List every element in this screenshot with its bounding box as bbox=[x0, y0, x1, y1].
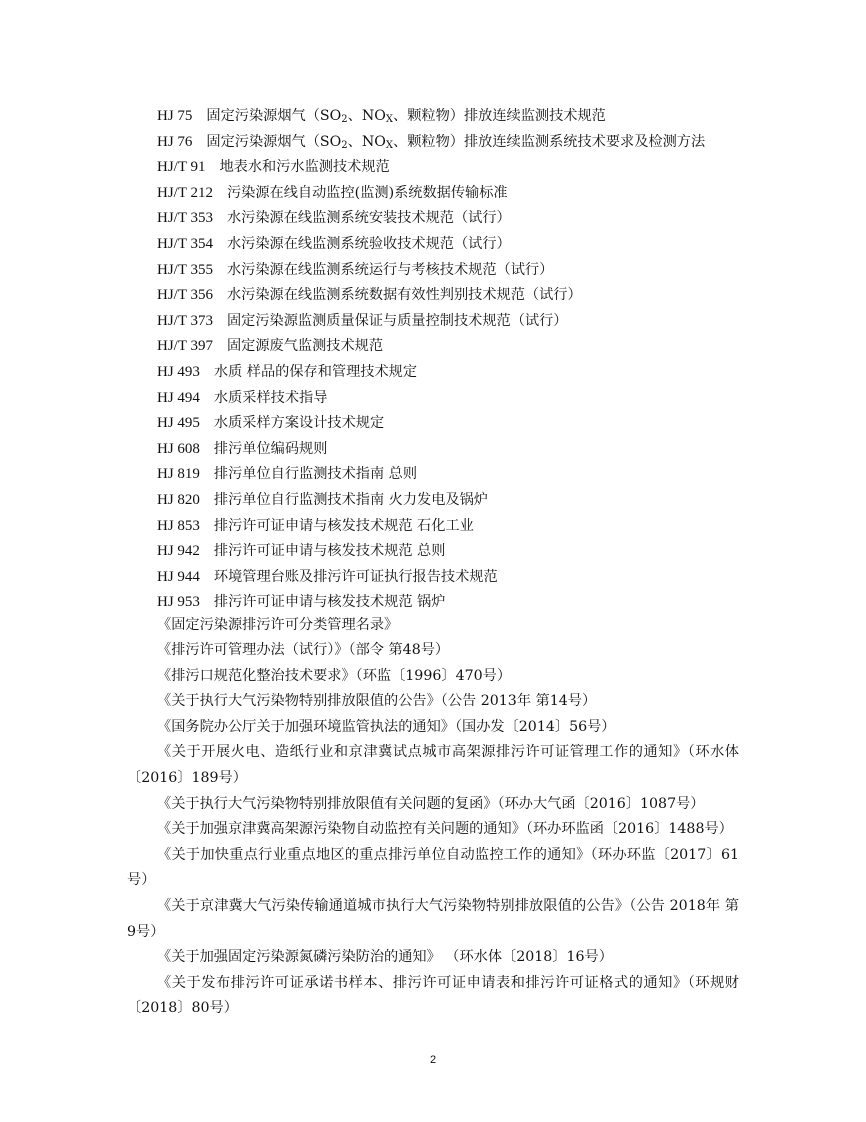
document-reference: 《关于加强京津冀高架源污染物自动监控有关问题的通知》（环办环监函〔2016〕1488号） bbox=[157, 821, 733, 838]
standard-code: HJ 76 bbox=[157, 133, 193, 150]
standard-code: HJ/T 355 bbox=[157, 261, 213, 278]
document-reference: 《关于发布排污许可证承诺书样本、排污许可证申请表和排污许可证格式的通知》（环规财〔2018〕80号） bbox=[127, 974, 739, 1017]
document-reference: 《关于京津冀大气污染传输通道城市执行大气污染物特别排放限值的公告》（公告 2018年 第9号） bbox=[127, 898, 739, 940]
page-number: 2 bbox=[429, 1054, 437, 1066]
standard-title: 排污单位自行监测技术指南 总则 bbox=[213, 466, 418, 483]
standard-code: HJ/T 373 bbox=[157, 312, 213, 329]
standard-code: HJ 495 bbox=[157, 415, 200, 432]
standard-code: HJ/T 353 bbox=[157, 210, 213, 227]
document-reference: 《关于加强固定污染源氮磷污染防治的通知》 （环水体〔2018〕16号） bbox=[157, 949, 613, 966]
standard-title: 排污单位自行监测技术指南 火力发电及锅炉 bbox=[213, 491, 488, 508]
standard-title: 水质 样品的保存和管理技术规定 bbox=[213, 363, 418, 380]
standard-title: 固定污染源烟气（$SO_2$、$NO_X$、颗粒物）排放连续监测系统技术要求及检测方法 bbox=[206, 133, 706, 151]
standard-code: HJ/T 356 bbox=[157, 287, 213, 304]
standard-item bbox=[157, 206, 797, 232]
standard-item bbox=[157, 386, 797, 412]
standard-title: 排污许可证申请与核发技术规范 石化工业 bbox=[213, 517, 474, 534]
standard-item bbox=[157, 258, 797, 284]
standard-title: 固定污染源烟气（$SO_2$、$NO_X$、颗粒物）排放连续监测技术规范 bbox=[206, 108, 606, 125]
standard-title: 排污许可证申请与核发技术规范 总则 bbox=[213, 543, 446, 560]
standard-code: HJ 819 bbox=[157, 466, 200, 483]
standard-code: HJ 942 bbox=[157, 543, 200, 560]
standard-code: HJ 944 bbox=[157, 568, 200, 585]
standard-item bbox=[157, 130, 797, 156]
standard-item bbox=[157, 360, 797, 386]
standard-item bbox=[157, 565, 797, 591]
standard-item bbox=[157, 334, 797, 360]
document-reference: 《关于执行大气污染物特别排放限值的公告》（公告 2013年 第14号） bbox=[157, 693, 597, 710]
standard-title: 水质采样技术指导 bbox=[213, 389, 328, 406]
standard-item bbox=[157, 155, 797, 181]
standard-title: 排污许可证申请与核发技术规范 锅炉 bbox=[213, 594, 446, 611]
standard-title: 固定污染源监测质量保证与质量控制技术规范（试行） bbox=[226, 312, 568, 329]
standard-code: HJ 493 bbox=[157, 363, 200, 380]
document-reference: 《排污许可管理办法（试行）》（部令 第48号） bbox=[157, 642, 450, 659]
standard-title: 环境管理台账及排污许可证执行报告技术规范 bbox=[213, 568, 498, 585]
standard-title: 水质采样方案设计技术规定 bbox=[213, 415, 385, 432]
standard-item bbox=[157, 437, 797, 463]
document-reference: 《关于开展火电、造纸行业和京津冀试点城市高架源排污许可证管理工作的通知》（环水体〔2016〕189号） bbox=[127, 744, 739, 787]
standard-title: 排污单位编码规则 bbox=[213, 440, 328, 457]
standard-code: HJ 608 bbox=[157, 440, 200, 457]
standard-item bbox=[157, 539, 797, 565]
standard-code: HJ 820 bbox=[157, 491, 200, 508]
document-reference: 《关于加快重点行业重点地区的重点排污单位自动监控工作的通知》（环办环监〔2017〕61号） bbox=[127, 846, 739, 889]
standard-title: 固定源废气监测技术规范 bbox=[226, 338, 384, 355]
standard-item bbox=[157, 411, 797, 437]
standard-title: 污染源在线自动监控(监测)系统数据传输标准 bbox=[226, 184, 508, 201]
standard-code: HJ 953 bbox=[157, 594, 200, 611]
standard-title: 地表水和污水监测技术规范 bbox=[219, 159, 390, 176]
standard-item bbox=[157, 181, 797, 207]
standard-item bbox=[157, 488, 797, 514]
standard-item bbox=[157, 514, 797, 540]
standards-list bbox=[157, 104, 797, 616]
document-reference: 《排污口规范化整治技术要求》（环监〔1996〕470号） bbox=[157, 667, 512, 684]
standard-item bbox=[157, 232, 797, 258]
document-reference: 《固定污染源排污许可分类管理名录》 bbox=[157, 616, 399, 633]
document-reference: 《国务院办公厅关于加强环境监管执法的通知》（国办发〔2014〕56号） bbox=[157, 718, 616, 735]
standard-code: HJ/T 354 bbox=[157, 235, 213, 252]
standard-code: HJ 75 bbox=[157, 108, 193, 124]
standard-code: HJ/T 212 bbox=[157, 184, 213, 201]
standard-code: HJ/T 397 bbox=[157, 338, 213, 355]
standard-title: 水污染源在线监测系统验收技术规范（试行） bbox=[226, 235, 511, 252]
standard-title: 水污染源在线监测系统运行与考核技术规范（试行） bbox=[226, 261, 554, 278]
standard-item bbox=[157, 309, 797, 335]
standard-code: HJ 853 bbox=[157, 517, 200, 534]
standard-code: HJ/T 91 bbox=[157, 159, 206, 176]
standard-item bbox=[157, 283, 797, 309]
document-reference: 《关于执行大气污染物特别排放限值有关问题的复函》（环办大气函〔2016〕1087号） bbox=[157, 795, 705, 812]
standard-title: 水污染源在线监测系统数据有效性判别技术规范（试行） bbox=[226, 287, 582, 304]
standard-title: 水污染源在线监测系统安装技术规范（试行） bbox=[226, 210, 511, 227]
regulatory-documents-list bbox=[127, 613, 739, 1023]
standard-code: HJ 494 bbox=[157, 389, 200, 406]
standard-item bbox=[157, 462, 797, 488]
standard-item bbox=[157, 104, 797, 130]
